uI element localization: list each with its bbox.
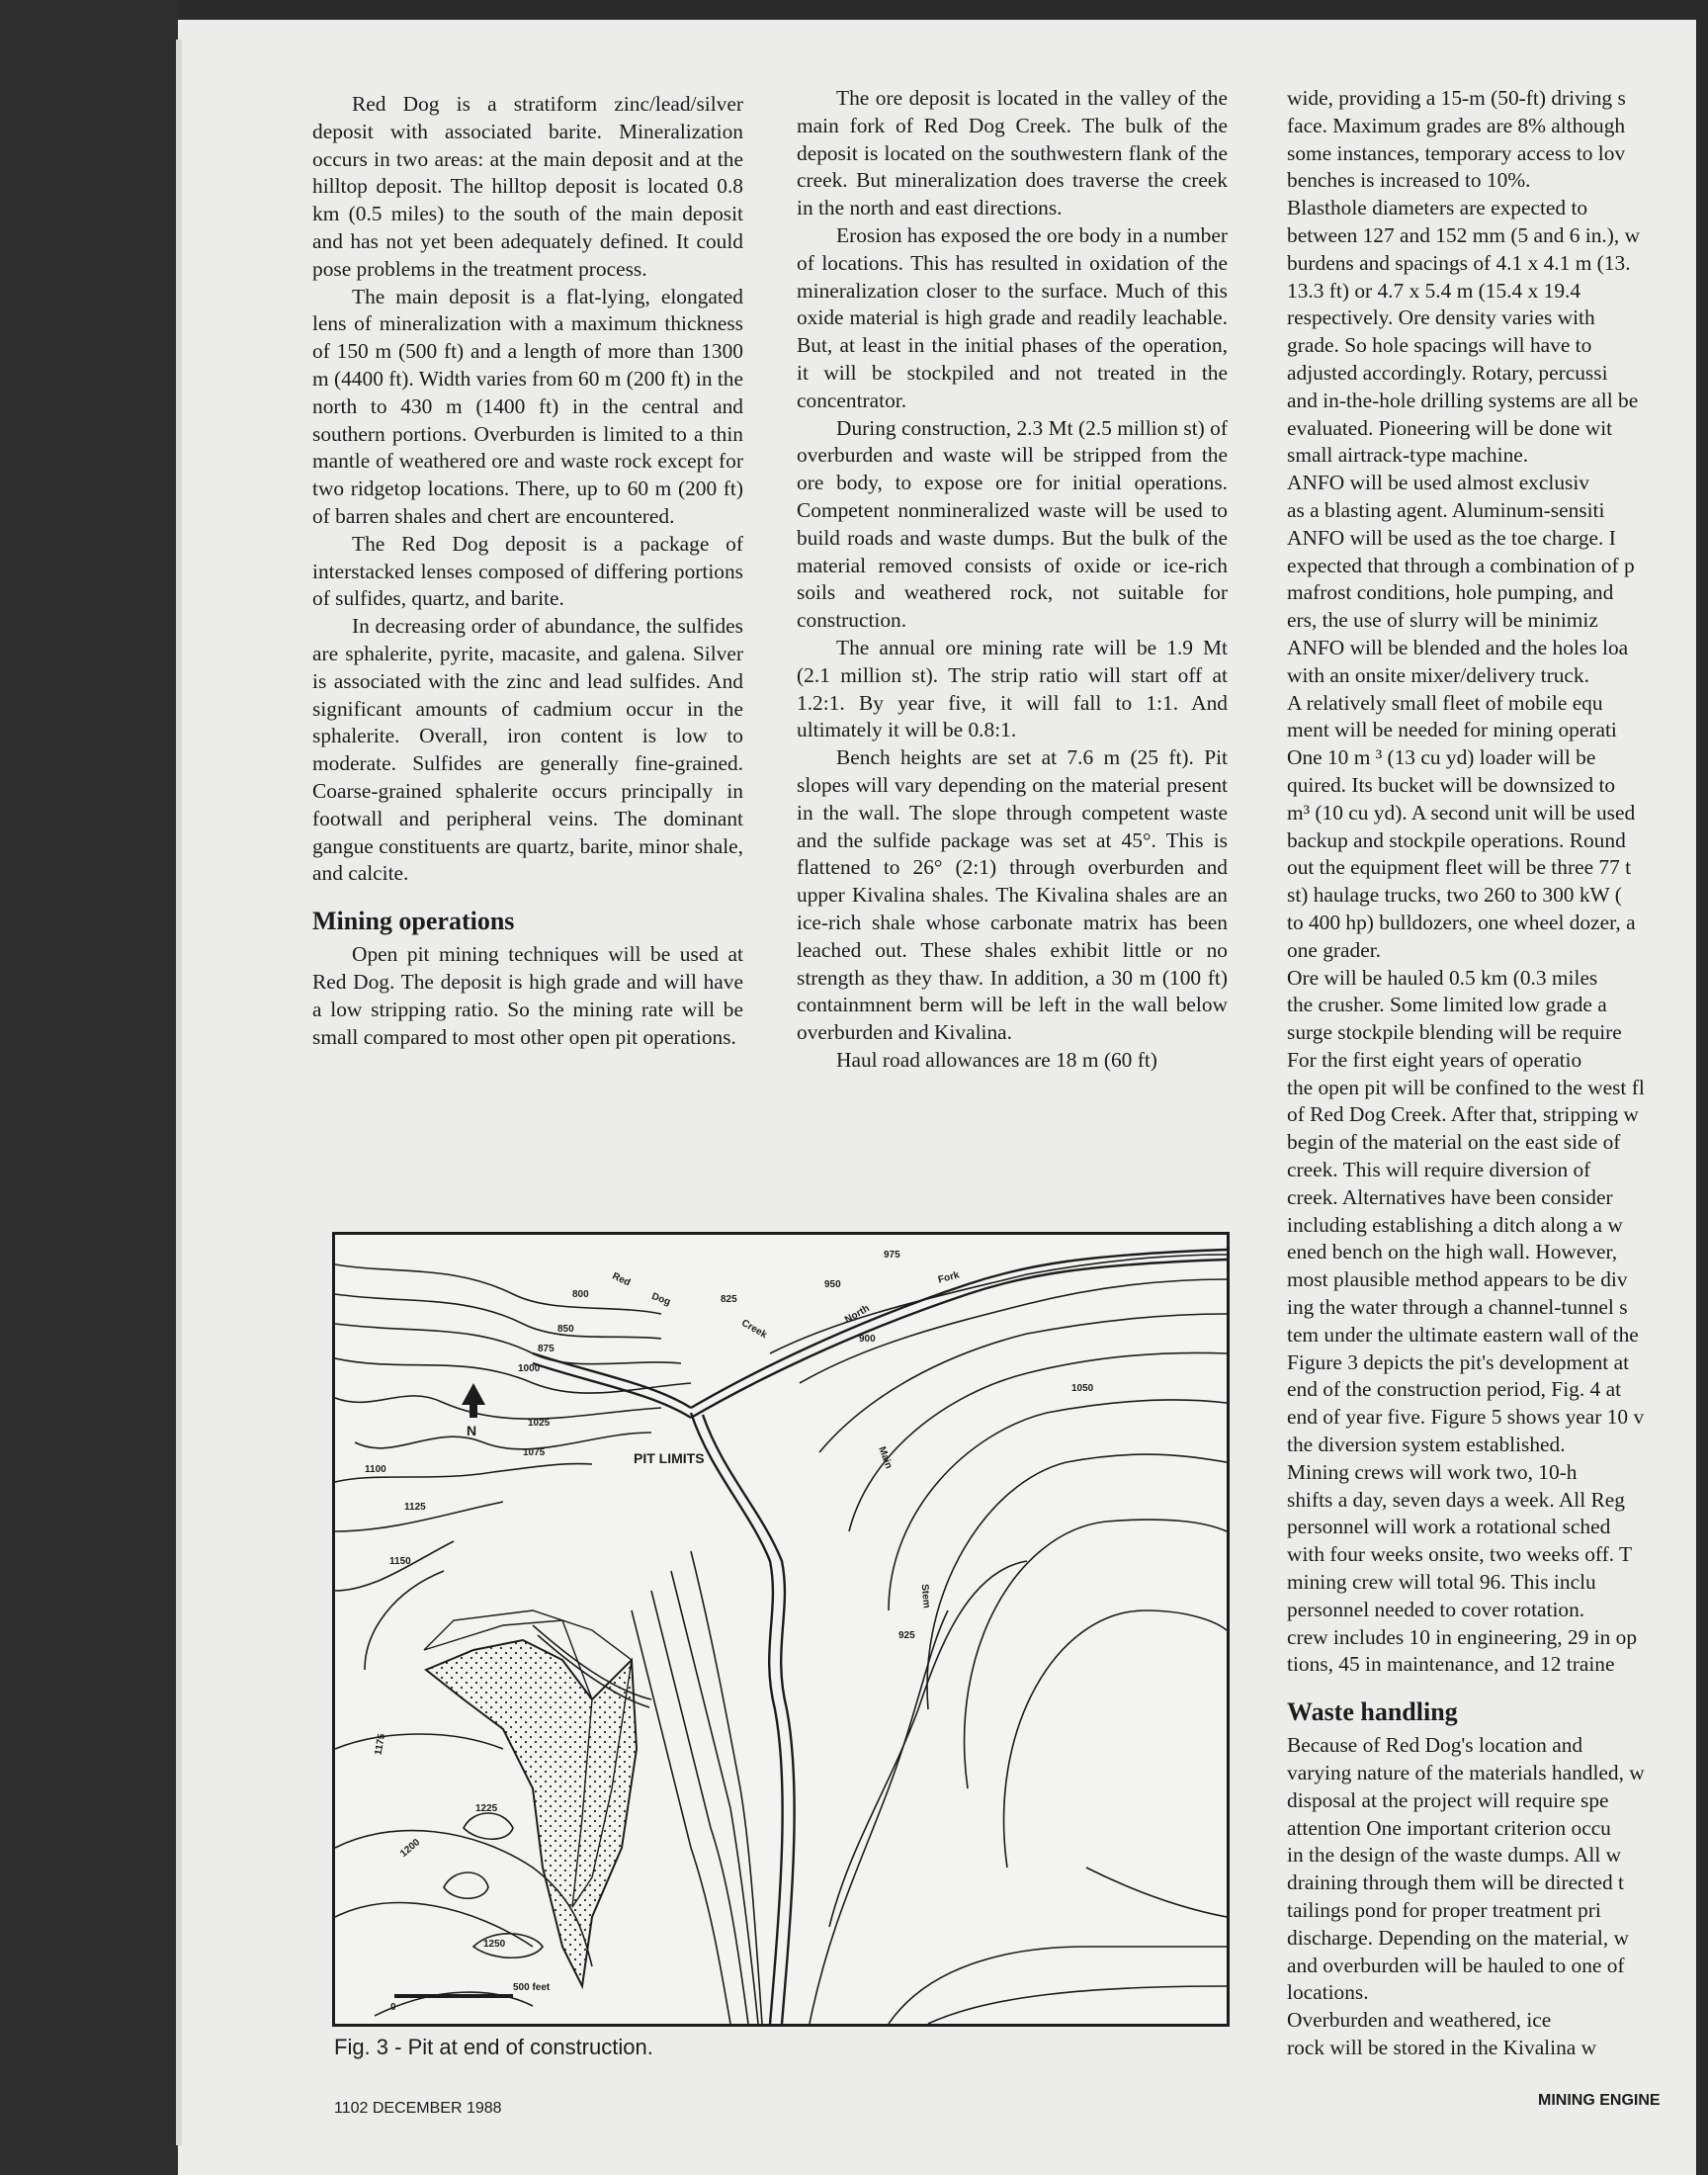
- text-line: Mining crews will work two, 10-h: [1287, 1459, 1578, 1484]
- text-line: in the design of the waste dumps. All w: [1287, 1843, 1622, 1868]
- contour-label-1150: 1150: [389, 1556, 411, 1567]
- contour-line: [889, 1947, 1227, 2024]
- text-line: evaluated. Pioneering will be done wit: [1287, 415, 1613, 440]
- contour-line: [651, 1591, 748, 2024]
- text-line: ANFO will be used almost exclusiv: [1287, 471, 1589, 495]
- paragraph: During construction, 2.3 Mt (2.5 million st) of overburden and waste will be stripped from the ore body, to expose ore for initial operations. Competent nonmineralized waste will be used to build roads and waste dumps. But the bulk of the material removed consists of oxide or ice-rich soils and weathered rock, not suitable for construction.: [797, 415, 1228, 633]
- text-line: with an onsite mixer/delivery truck.: [1287, 662, 1589, 687]
- text-line: the open pit will be confined to the west fl: [1287, 1075, 1645, 1099]
- text-line: with four weeks onsite, two weeks off. T: [1287, 1542, 1633, 1567]
- page-footer-right: MINING ENGINE: [1538, 2092, 1661, 2109]
- contour-label-1175: 1175: [373, 1732, 388, 1757]
- paragraph: Red Dog is a stratiform zinc/lead/silver deposit with associated barite. Mineralization occurs in two areas: at the main deposit and at the hilltop deposit. The hilltop deposit is located 0.8 km (0.5 miles) to the south of the main deposit and has not yet been adequately defined. It could pose problems in the treatment process.: [312, 92, 743, 281]
- text-line: tions, 45 in maintenance, and 12 traine: [1287, 1652, 1615, 1677]
- figure-map: [332, 1232, 1230, 2027]
- contour-line: [928, 1986, 1227, 2024]
- text-line: including establishing a ditch along a w: [1287, 1212, 1623, 1237]
- contour-label-950: 950: [824, 1279, 841, 1290]
- contour-label-975: 975: [884, 1250, 900, 1261]
- text-line: to 400 hp) bulldozers, one wheel dozer, a: [1287, 910, 1636, 934]
- creek-label-dog: Dog: [649, 1291, 672, 1308]
- text-line: tailings pond for proper treatment pri: [1287, 1898, 1601, 1922]
- contour-label-1000: 1000: [518, 1363, 541, 1374]
- paragraph: In decreasing order of abundance, the sulfides are sphalerite, pyrite, macasite, and galena. Silver is associated with the zinc and lead sulfides. And significant amounts of cadmium occur in the sphalerite. Overall, iron content is low to moderate. Sulfides are generally fine-grained. Coarse-grained sphalerite occurs principally in footwall and peripheral veins. The dominant gangue constituents are quartz, barite, minor shale, and calcite.: [312, 614, 743, 886]
- scale-zero-label: 0: [390, 2002, 396, 2013]
- text-line: creek. This will require diversion of: [1287, 1158, 1591, 1182]
- contour-line: [770, 1255, 1227, 1353]
- text-line: Overburden and weathered, ice: [1287, 2008, 1552, 2033]
- paragraph: Open pit mining techniques will be used at Red Dog. The deposit is high grade and will have a low stripping ratio. So the mining rate will be small compared to most other open pit operations.: [312, 942, 743, 1049]
- paragraph: Erosion has exposed the ore body in a number of locations. This has resulted in oxidation of the mineralization closer to the surface. Much of this oxide material is high grade and readily leachable. But, at least in the initial phases of the operation, it will be stockpiled and not treated in the concentrator.: [797, 222, 1228, 412]
- figure-caption: Fig. 3 - Pit at end of construction.: [334, 2035, 653, 2059]
- paragraph: The ore deposit is located in the valley of the main fork of Red Dog Creek. The bulk of the deposit is located on the southwestern flank of the creek. But mineralization does traverse the creek in the north and east directions.: [797, 86, 1228, 220]
- text-line: face. Maximum grades are 8% although: [1287, 113, 1626, 137]
- text-line: ANFO will be blended and the holes loa: [1287, 635, 1629, 659]
- contour-line: [1086, 1868, 1227, 1917]
- text-line: expected that through a combination of p: [1287, 553, 1635, 577]
- text-line: attention One important criterion occu: [1287, 1815, 1611, 1840]
- text-line: backup and stockpile operations. Round: [1287, 827, 1626, 852]
- text-line: mining crew will total 96. This inclu: [1287, 1570, 1596, 1595]
- text-line: personnel will work a rotational sched: [1287, 1515, 1611, 1539]
- text-line: one grader.: [1287, 937, 1382, 962]
- text-line: varying nature of the materials handled, w: [1287, 1761, 1645, 1785]
- text-line: One 10 m ³ (13 cu yd) loader will be: [1287, 745, 1596, 770]
- contour-line: [335, 1358, 691, 1393]
- text-line: personnel needed to cover rotation.: [1287, 1597, 1585, 1621]
- north-label: N: [467, 1423, 477, 1438]
- creek-line: [533, 1353, 691, 1408]
- contour-label-1075: 1075: [523, 1447, 546, 1458]
- text-line: draining through them will be directed t: [1287, 1870, 1624, 1895]
- text-line: Blasthole diameters are expected to: [1287, 196, 1588, 220]
- text-line: begin of the material on the east side of: [1287, 1130, 1621, 1155]
- main-label: Main: [876, 1444, 895, 1471]
- contour-line: [355, 1433, 651, 1449]
- text-line: small airtrack-type machine.: [1287, 443, 1529, 468]
- text-line: rock will be stored in the Kivalina w: [1287, 2035, 1597, 2059]
- contour-line: [829, 1561, 1027, 1927]
- contour-line: [444, 1872, 488, 1898]
- contour-line: [335, 1396, 661, 1419]
- paragraph: The Red Dog deposit is a package of interstacked lenses composed of differing portions of sulfides, quartz, and barite.: [312, 531, 743, 611]
- column-3-lines: [1287, 85, 1696, 1679]
- fork-label: Fork: [936, 1269, 961, 1286]
- creek-label-creek: Creek: [739, 1317, 769, 1342]
- column-3: [1287, 85, 1696, 2062]
- text-line: disposal at the project will require spe: [1287, 1787, 1609, 1812]
- text-line: benches is increased to 10%.: [1287, 168, 1531, 193]
- text-line: ANFO will be used as the toe charge. I: [1287, 525, 1616, 550]
- section-heading-waste-handling: Waste handling: [1287, 1697, 1458, 1727]
- contour-label-1025: 1025: [528, 1418, 551, 1429]
- contour-label-1050: 1050: [1071, 1383, 1094, 1394]
- text-line: locations.: [1287, 1980, 1369, 2005]
- text-line: grade. So hole spacings will have to: [1287, 333, 1592, 358]
- contour-label-925: 925: [898, 1630, 915, 1641]
- column-1: [312, 91, 743, 1051]
- text-line: quired. Its bucket will be downsized to: [1287, 772, 1616, 797]
- stem-label: Stem: [918, 1583, 932, 1610]
- contour-line: [671, 1571, 758, 2024]
- paragraph: The annual ore mining rate will be 1.9 Mt (2.1 million st). The strip ratio will start off at 1.2:1. By year five, it will fall to 1:1. And ultimately it will be 0.8:1.: [797, 635, 1228, 742]
- scan-left-border: [0, 0, 178, 2175]
- text-line: and overburden will be hauled to one of: [1287, 1953, 1625, 1977]
- scale-label: 500 feet: [513, 1982, 551, 1993]
- contour-line: [335, 1734, 503, 1749]
- contour-line: [335, 1264, 661, 1314]
- text-line: Ore will be hauled 0.5 km (0.3 miles: [1287, 965, 1598, 990]
- text-line: tem under the ultimate eastern wall of the: [1287, 1322, 1639, 1347]
- scan-right-border: [1696, 0, 1708, 2175]
- page-footer-left: 1102 DECEMBER 1988: [334, 2100, 502, 2117]
- text-line: of Red Dog Creek. After that, stripping w: [1287, 1102, 1639, 1127]
- text-line: For the first eight years of operatio: [1287, 1047, 1582, 1072]
- text-line: ened bench on the high wall. However,: [1287, 1240, 1618, 1264]
- contour-line: [889, 1400, 1227, 1610]
- creek-line: [691, 1413, 783, 2024]
- contour-line: [632, 1610, 730, 2024]
- contour-label-1200: 1200: [398, 1837, 423, 1860]
- north-arrow-icon: [462, 1383, 485, 1418]
- text-line: ers, the use of slurry will be minimiz: [1287, 608, 1598, 633]
- text-line: m³ (10 cu yd). A second unit will be used: [1287, 800, 1636, 825]
- text-line: adjusted accordingly. Rotary, percussi: [1287, 360, 1608, 385]
- text-line: burdens and spacings of 4.1 x 4.1 m (13.: [1287, 250, 1631, 275]
- paragraph: Bench heights are set at 7.6 m (25 ft). Pit slopes will vary depending on the material present in the wall. The slope through competent waste and the sulfide package was set at 45°. This is flattened to 26° (2:1) through overburden and upper Kivalina shales. The Kivalina shales are an ice-rich shale whose carbonate matrix has been leached out. These shales exhibit little or no strength as they thaw. In addition, a 30 m (100 ft) containmnent berm will be left in the wall below overburden and Kivalina.: [797, 745, 1228, 1045]
- text-line: some instances, temporary access to lov: [1287, 140, 1626, 165]
- text-line: Because of Red Dog's location and: [1287, 1733, 1583, 1758]
- contour-line: [335, 1294, 661, 1339]
- contour-label-825: 825: [721, 1294, 737, 1305]
- text-line: surge stockpile blending will be require: [1287, 1020, 1622, 1045]
- text-line: as a blasting agent. Aluminum-sensiti: [1287, 497, 1605, 522]
- contour-label-1125: 1125: [404, 1502, 426, 1513]
- north-fork-label: North: [843, 1303, 872, 1326]
- text-line: between 127 and 152 mm (5 and 6 in.), w: [1287, 222, 1641, 247]
- text-line: crew includes 10 in engineering, 29 in op: [1287, 1624, 1638, 1649]
- text-line: out the equipment fleet will be three 77 t: [1287, 855, 1632, 880]
- text-line: end of year five. Figure 5 shows year 10 v: [1287, 1405, 1645, 1430]
- contour-label-1100: 1100: [365, 1464, 386, 1475]
- pit-limits-label: PIT LIMITS: [634, 1450, 705, 1466]
- text-line: the diversion system established.: [1287, 1433, 1566, 1457]
- page-edge: [176, 40, 182, 2145]
- column-3-lines-after-heading: [1287, 1732, 1696, 2062]
- text-line: 13.3 ft) or 4.7 x 5.4 m (15.4 x 19.4: [1287, 278, 1581, 303]
- contour-label-850: 850: [557, 1324, 574, 1335]
- column-2: [797, 85, 1228, 1075]
- scan-top-border: [0, 0, 1708, 20]
- text-line: end of the construction period, Fig. 4 at: [1287, 1377, 1622, 1402]
- contour-label-800: 800: [572, 1289, 589, 1300]
- contour-line: [1004, 1610, 1227, 1868]
- text-line: wide, providing a 15-m (50-ft) driving s: [1287, 86, 1626, 110]
- contour-label-875: 875: [538, 1344, 555, 1354]
- contour-map-drawing: [335, 1235, 1227, 2024]
- contour-line: [800, 1279, 1227, 1383]
- text-line: Figure 3 depicts the pit's development at: [1287, 1349, 1630, 1374]
- contour-label-900: 900: [859, 1334, 876, 1345]
- text-line: ment will be needed for mining operati: [1287, 718, 1617, 742]
- contour-line: [464, 1813, 513, 1839]
- pit-limits-area: [426, 1640, 637, 1986]
- contour-line: [819, 1314, 1227, 1452]
- text-line: creek. Alternatives have been consider: [1287, 1184, 1613, 1209]
- text-line: respectively. Ore density varies with: [1287, 305, 1595, 330]
- text-line: st) haulage trucks, two 260 to 300 kW (: [1287, 883, 1622, 908]
- contour-label-1250: 1250: [483, 1939, 506, 1950]
- paragraph: The main deposit is a flat-lying, elongated lens of mineralization with a maximum thickness of 150 m (500 ft) and a length of more than 1300 m (4400 ft). Width varies from 60 m (200 ft) in the north to 430 m (1400 ft) in the central and southern portions. Overburden is limited to a thin mantle of weathered ore and waste rock except for two ridgetop locations. There, up to 60 m (200 ft) of barren shales and chert are encountered.: [312, 284, 743, 528]
- section-heading-mining-operations: Mining operations: [312, 907, 515, 936]
- text-line: mafrost conditions, hole pumping, and: [1287, 580, 1614, 605]
- text-line: shifts a day, seven days a week. All Reg: [1287, 1487, 1625, 1512]
- creek-label-red: Red: [610, 1270, 633, 1289]
- contour-label-1225: 1225: [475, 1803, 498, 1814]
- contour-line: [691, 1551, 762, 2024]
- contour-line: [335, 1324, 681, 1364]
- text-line: most plausible method appears to be div: [1287, 1267, 1628, 1292]
- text-line: and in-the-hole drilling systems are all be: [1287, 388, 1639, 412]
- text-line: the crusher. Some limited low grade a: [1287, 993, 1607, 1017]
- text-line: A relatively small fleet of mobile equ: [1287, 690, 1603, 715]
- contour-line: [365, 1571, 444, 1670]
- contour-line: [965, 1520, 1227, 1788]
- text-line: discharge. Depending on the material, w: [1287, 1925, 1629, 1950]
- contour-line: [849, 1352, 1227, 1531]
- paragraph: Haul road allowances are 18 m (60 ft): [836, 1047, 1157, 1072]
- text-line: ing the water through a channel-tunnel s: [1287, 1295, 1628, 1320]
